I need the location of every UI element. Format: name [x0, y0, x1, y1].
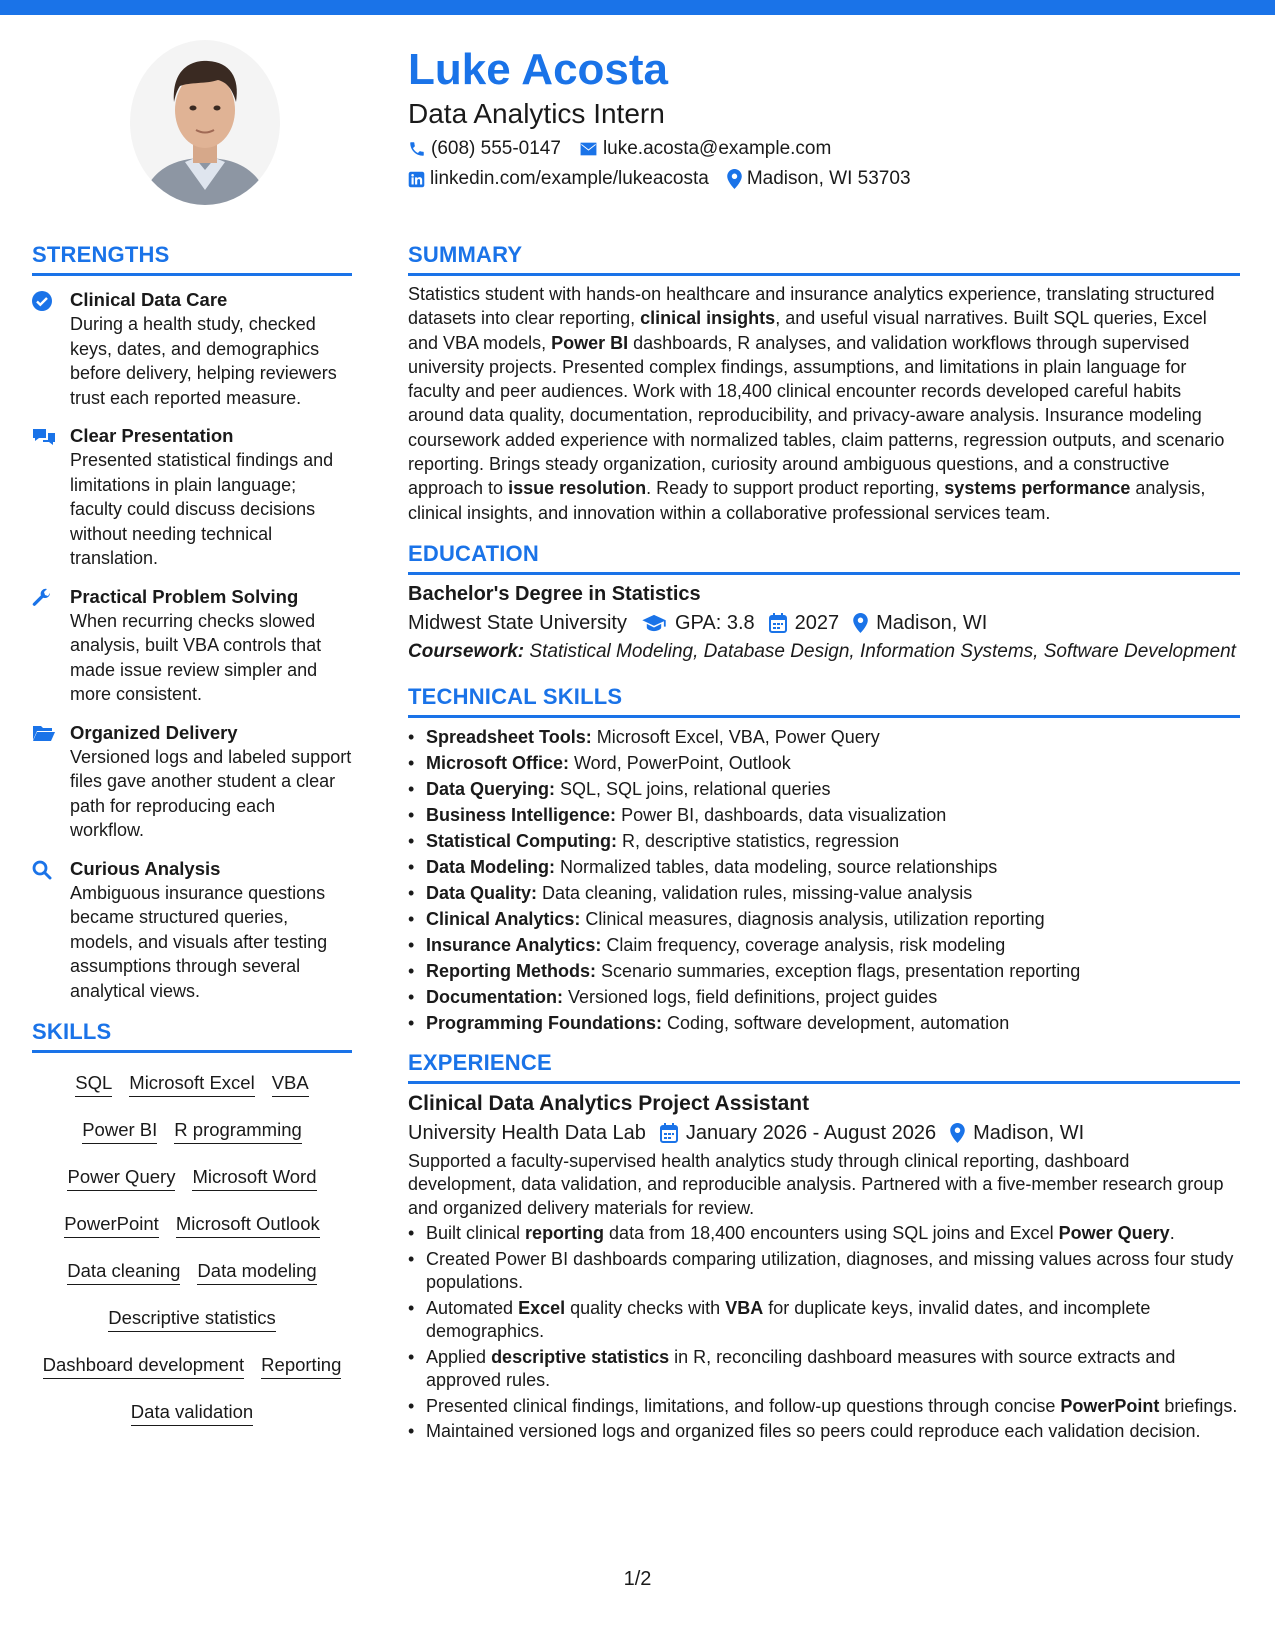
- top-accent-bar: [0, 0, 1275, 15]
- skill-category: Clinical Analytics:: [426, 908, 581, 929]
- right-column: [408, 240, 1240, 1446]
- skills-heading: SKILLS: [32, 1019, 112, 1044]
- phone-text: (608) 555-0147: [431, 138, 561, 159]
- page-indicator: 1/2: [623, 1568, 652, 1590]
- graduation-cap-icon: [641, 614, 667, 632]
- skills-row: [32, 1353, 352, 1379]
- map-pin-icon: [853, 613, 868, 633]
- coursework-list: Statistical Modeling, Database Design, Information Systems, Software Development: [529, 640, 1236, 662]
- employer-name: University Health Data Lab: [408, 1121, 646, 1144]
- strength-item: [32, 721, 352, 843]
- technical-skill-item: • Spreadsheet Tools: Microsoft Excel, VBA, Power Query: [408, 726, 880, 747]
- skills-row: [32, 1118, 352, 1144]
- strength-item: [32, 424, 352, 571]
- calendar-icon: [660, 1123, 678, 1143]
- section-divider: [408, 273, 1240, 276]
- left-column: [32, 240, 352, 1426]
- skill-category: Data Modeling:: [426, 856, 555, 877]
- skill-values: SQL, SQL joins, relational queries: [555, 778, 831, 799]
- gpa-text: GPA: 3.8: [674, 611, 755, 634]
- technical-skill-item: • Programming Foundations: Coding, software development, automation: [408, 1012, 1010, 1033]
- technical-skill-item: • Business Intelligence: Power BI, dashboards, data visualization: [408, 804, 947, 825]
- folder-open-icon: [32, 721, 70, 843]
- technical-skill-item: • Reporting Methods: Scenario summaries, exception flags, presentation reporting: [408, 960, 1081, 981]
- skills-tags: [32, 1067, 352, 1426]
- skill-tag: Data cleaning: [67, 1259, 180, 1285]
- strength-item: [32, 857, 352, 1004]
- skill-tag: Descriptive statistics: [108, 1306, 276, 1332]
- technical-skill-item: • Microsoft Office: Word, PowerPoint, Outlook: [408, 752, 791, 773]
- job-summary: Supported a faculty-supervised health analytics study through clinical reporting, dashboard development, data validation, and reproducible analysis. Partnered with a five-member research group and organized delivery materials for review.: [408, 1150, 1224, 1218]
- experience-heading: EXPERIENCE: [408, 1049, 552, 1075]
- experience-bullet: • Created Power BI dashboards comparing utilization, diagnoses, and missing values across four study populations.: [408, 1248, 1234, 1293]
- technical-skill-item: • Data Quality: Data cleaning, validation rules, missing-value analysis: [408, 882, 973, 903]
- technical-skills-heading: TECHNICAL SKILLS: [408, 683, 623, 709]
- skill-tag: Microsoft Excel: [129, 1071, 254, 1097]
- experience-bullet: • Maintained versioned logs and organized files so peers could reproduce each validation decision.: [408, 1421, 1201, 1442]
- location-text: Madison, WI 53703: [746, 168, 911, 189]
- profile-photo: [125, 40, 285, 210]
- technical-skills-list: [408, 724, 1240, 1036]
- strength-description: Ambiguous insurance questions became structured queries, models, and visuals after testing assumptions through several analytical views.: [70, 882, 328, 1001]
- skill-category: Programming Foundations:: [426, 1012, 662, 1033]
- experience-bullet: • Built clinical reporting data from 18,400 encounters using SQL joins and Excel Power Query.: [408, 1223, 1175, 1244]
- strength-description: When recurring checks slowed analysis, built VBA controls that made issue review simpler and more consistent.: [70, 610, 322, 704]
- skill-values: Data cleaning, validation rules, missing-value analysis: [537, 882, 973, 903]
- education-meta: [408, 608, 1240, 638]
- candidate-name: Luke Acosta: [408, 45, 669, 94]
- strength-description: Presented statistical findings and limitations in plain language; faculty could discuss decisions without needing technical translation.: [70, 450, 334, 568]
- skills-row: [32, 1306, 352, 1332]
- technical-skill-item: • Clinical Analytics: Clinical measures, diagnosis analysis, utilization reporting: [408, 908, 1045, 929]
- skill-tag: SQL: [75, 1071, 112, 1097]
- skill-category: Microsoft Office:: [426, 752, 570, 773]
- skill-values: Claim frequency, coverage analysis, risk modeling: [601, 934, 1006, 955]
- skill-values: Microsoft Excel, VBA, Power Query: [591, 726, 880, 747]
- degree-title: Bachelor's Degree in Statistics: [408, 582, 701, 605]
- skill-tag: Power BI: [82, 1118, 157, 1144]
- strength-description: During a health study, checked keys, dates, and demographics before delivery, helping reviewers trust each reported measure.: [70, 314, 337, 408]
- skill-category: Business Intelligence:: [426, 804, 617, 825]
- skill-category: Documentation:: [426, 986, 563, 1007]
- section-divider: [32, 1050, 352, 1053]
- strength-title: Clinical Data Care: [70, 289, 228, 310]
- skill-category: Reporting Methods:: [426, 960, 596, 981]
- summary-text-run: analysis, clinical insights, and innovation within a collaborative professional services team.: [408, 478, 1206, 523]
- strength-title: Curious Analysis: [70, 857, 221, 879]
- skills-row: [32, 1165, 352, 1191]
- skill-tag: Data validation: [131, 1400, 253, 1426]
- graduation-year: 2027: [794, 611, 840, 634]
- map-pin-icon: [950, 1123, 965, 1143]
- skill-values: Scenario summaries, exception flags, presentation reporting: [595, 960, 1081, 981]
- skill-category: Data Querying:: [426, 778, 556, 799]
- job-title: Clinical Data Analytics Project Assistant: [408, 1091, 810, 1115]
- experience-bullet: • Presented clinical findings, limitations, and follow-up questions through concise PowerPoint briefings.: [408, 1395, 1238, 1416]
- strength-description: Versioned logs and labeled support files gave another student a clear path for reproducing each workflow.: [70, 746, 352, 840]
- skill-values: Versioned logs, field definitions, project guides: [563, 986, 938, 1007]
- phone-contact: [408, 136, 561, 162]
- summary-text-run: , and useful visual narratives. Built SQL queries, Excel and VBA models,: [408, 308, 1207, 353]
- location-contact: [727, 166, 911, 192]
- skill-tag: Microsoft Outlook: [176, 1212, 320, 1238]
- skill-tag: PowerPoint: [64, 1212, 159, 1238]
- skill-category: Insurance Analytics:: [426, 934, 602, 955]
- technical-skill-item: • Data Modeling: Normalized tables, data modeling, source relationships: [408, 856, 998, 877]
- linkedin-text[interactable]: linkedin.com/example/lukeacosta: [430, 168, 709, 189]
- strength-title: Organized Delivery: [70, 721, 238, 743]
- section-divider: [408, 1081, 1240, 1084]
- skill-values: Clinical measures, diagnosis analysis, utilization reporting: [580, 908, 1045, 929]
- job-meta: [408, 1118, 1240, 1148]
- technical-skill-item: • Data Querying: SQL, SQL joins, relational queries: [408, 778, 831, 799]
- strength-item: [32, 585, 352, 707]
- summary-text-run: Statistics student with hands-on healthcare and insurance analytics experience, translating structured datasets into clear reporting,: [408, 284, 1215, 329]
- section-divider: [408, 572, 1240, 575]
- summary-text-run: . Ready to support product reporting,: [646, 478, 945, 499]
- skill-tag: Microsoft Word: [192, 1165, 316, 1191]
- search-icon: [32, 857, 70, 1004]
- phone-icon: [408, 140, 426, 158]
- skill-values: Power BI, dashboards, data visualization: [616, 804, 947, 825]
- skills-row: [32, 1259, 352, 1285]
- envelope-icon: [579, 141, 598, 157]
- education-heading: EDUCATION: [408, 540, 539, 566]
- experience-bullets: [408, 1222, 1240, 1444]
- skill-category: Spreadsheet Tools:: [426, 726, 592, 747]
- strength-title: Practical Problem Solving: [70, 585, 299, 607]
- skill-values: Word, PowerPoint, Outlook: [569, 752, 791, 773]
- technical-skill-item: • Insurance Analytics: Claim frequency, coverage analysis, risk modeling: [408, 934, 1006, 955]
- coursework-label: Coursework:: [408, 640, 525, 662]
- strength-title: Clear Presentation: [70, 425, 234, 446]
- email-contact[interactable]: [579, 136, 831, 162]
- check-circle-icon: [32, 288, 70, 410]
- summary-heading: SUMMARY: [408, 242, 523, 267]
- skills-row: [32, 1071, 352, 1097]
- skills-row: [32, 1212, 352, 1238]
- resume-header: [408, 44, 1228, 192]
- skill-category: Data Quality:: [426, 882, 538, 903]
- school-name: Midwest State University: [408, 611, 627, 634]
- skill-tag: VBA: [272, 1071, 309, 1097]
- school-location: Madison, WI: [876, 611, 988, 634]
- skill-tag: Power Query: [67, 1165, 175, 1191]
- summary-keyword: Power BI: [551, 332, 629, 353]
- summary-keyword: systems performance: [944, 478, 1131, 499]
- section-divider: [408, 715, 1240, 718]
- summary-keyword: issue resolution: [508, 478, 647, 499]
- strengths-list: [32, 288, 352, 1003]
- calendar-icon: [769, 613, 787, 633]
- skill-tag: Dashboard development: [43, 1353, 245, 1379]
- skill-values: R, descriptive statistics, regression: [617, 830, 900, 851]
- candidate-role: Data Analytics Intern: [408, 98, 665, 129]
- email-text[interactable]: luke.acosta@example.com: [602, 138, 832, 159]
- skill-values: Coding, software development, automation: [662, 1012, 1010, 1033]
- linkedin-contact[interactable]: [408, 166, 709, 192]
- technical-skill-item: • Documentation: Versioned logs, field definitions, project guides: [408, 986, 938, 1007]
- skill-tag: Reporting: [261, 1353, 341, 1379]
- linkedin-icon: [408, 171, 425, 188]
- technical-skill-item: • Statistical Computing: R, descriptive statistics, regression: [408, 830, 900, 851]
- summary-paragraph: [408, 282, 1240, 525]
- experience-bullet: • Applied descriptive statistics in R, reconciling dashboard measures with source extracts and approved rules.: [408, 1346, 1176, 1391]
- skill-tag: R programming: [174, 1118, 302, 1144]
- skills-row: [32, 1400, 352, 1426]
- section-divider: [32, 273, 352, 276]
- experience-bullet: • Automated Excel quality checks with VBA for duplicate keys, invalid dates, and incomplete demographics.: [408, 1297, 1151, 1342]
- skill-values: Normalized tables, data modeling, source relationships: [555, 856, 998, 877]
- wrench-icon: [32, 585, 70, 707]
- strength-item: [32, 288, 352, 410]
- skill-tag: Data modeling: [197, 1259, 316, 1285]
- summary-keyword: clinical insights: [640, 308, 776, 329]
- job-location: Madison, WI: [973, 1121, 1085, 1144]
- skill-category: Statistical Computing:: [426, 830, 618, 851]
- summary-text-run: dashboards, R analyses, and validation workflows through supervised university projects. Presented complex findings, assumptions, and limitations in plain language for faculty and peer audiences. Work with 18,400 clinical encounter records developed careful habits around data quality, documentation, reproducibility, and privacy-aware analysis. Insurance modeling coursework added experience with normalized tables, claim patterns, regression outputs, and scenario reporting. Brings steady organization, curiosity around ambiguous questions, and a constructive approach to: [408, 332, 1225, 499]
- strengths-heading: STRENGTHS: [32, 242, 170, 267]
- map-pin-icon: [727, 169, 742, 189]
- coursework: [408, 640, 1240, 664]
- job-dates: January 2026 - August 2026: [685, 1121, 937, 1144]
- chat-bubbles-icon: [32, 424, 70, 571]
